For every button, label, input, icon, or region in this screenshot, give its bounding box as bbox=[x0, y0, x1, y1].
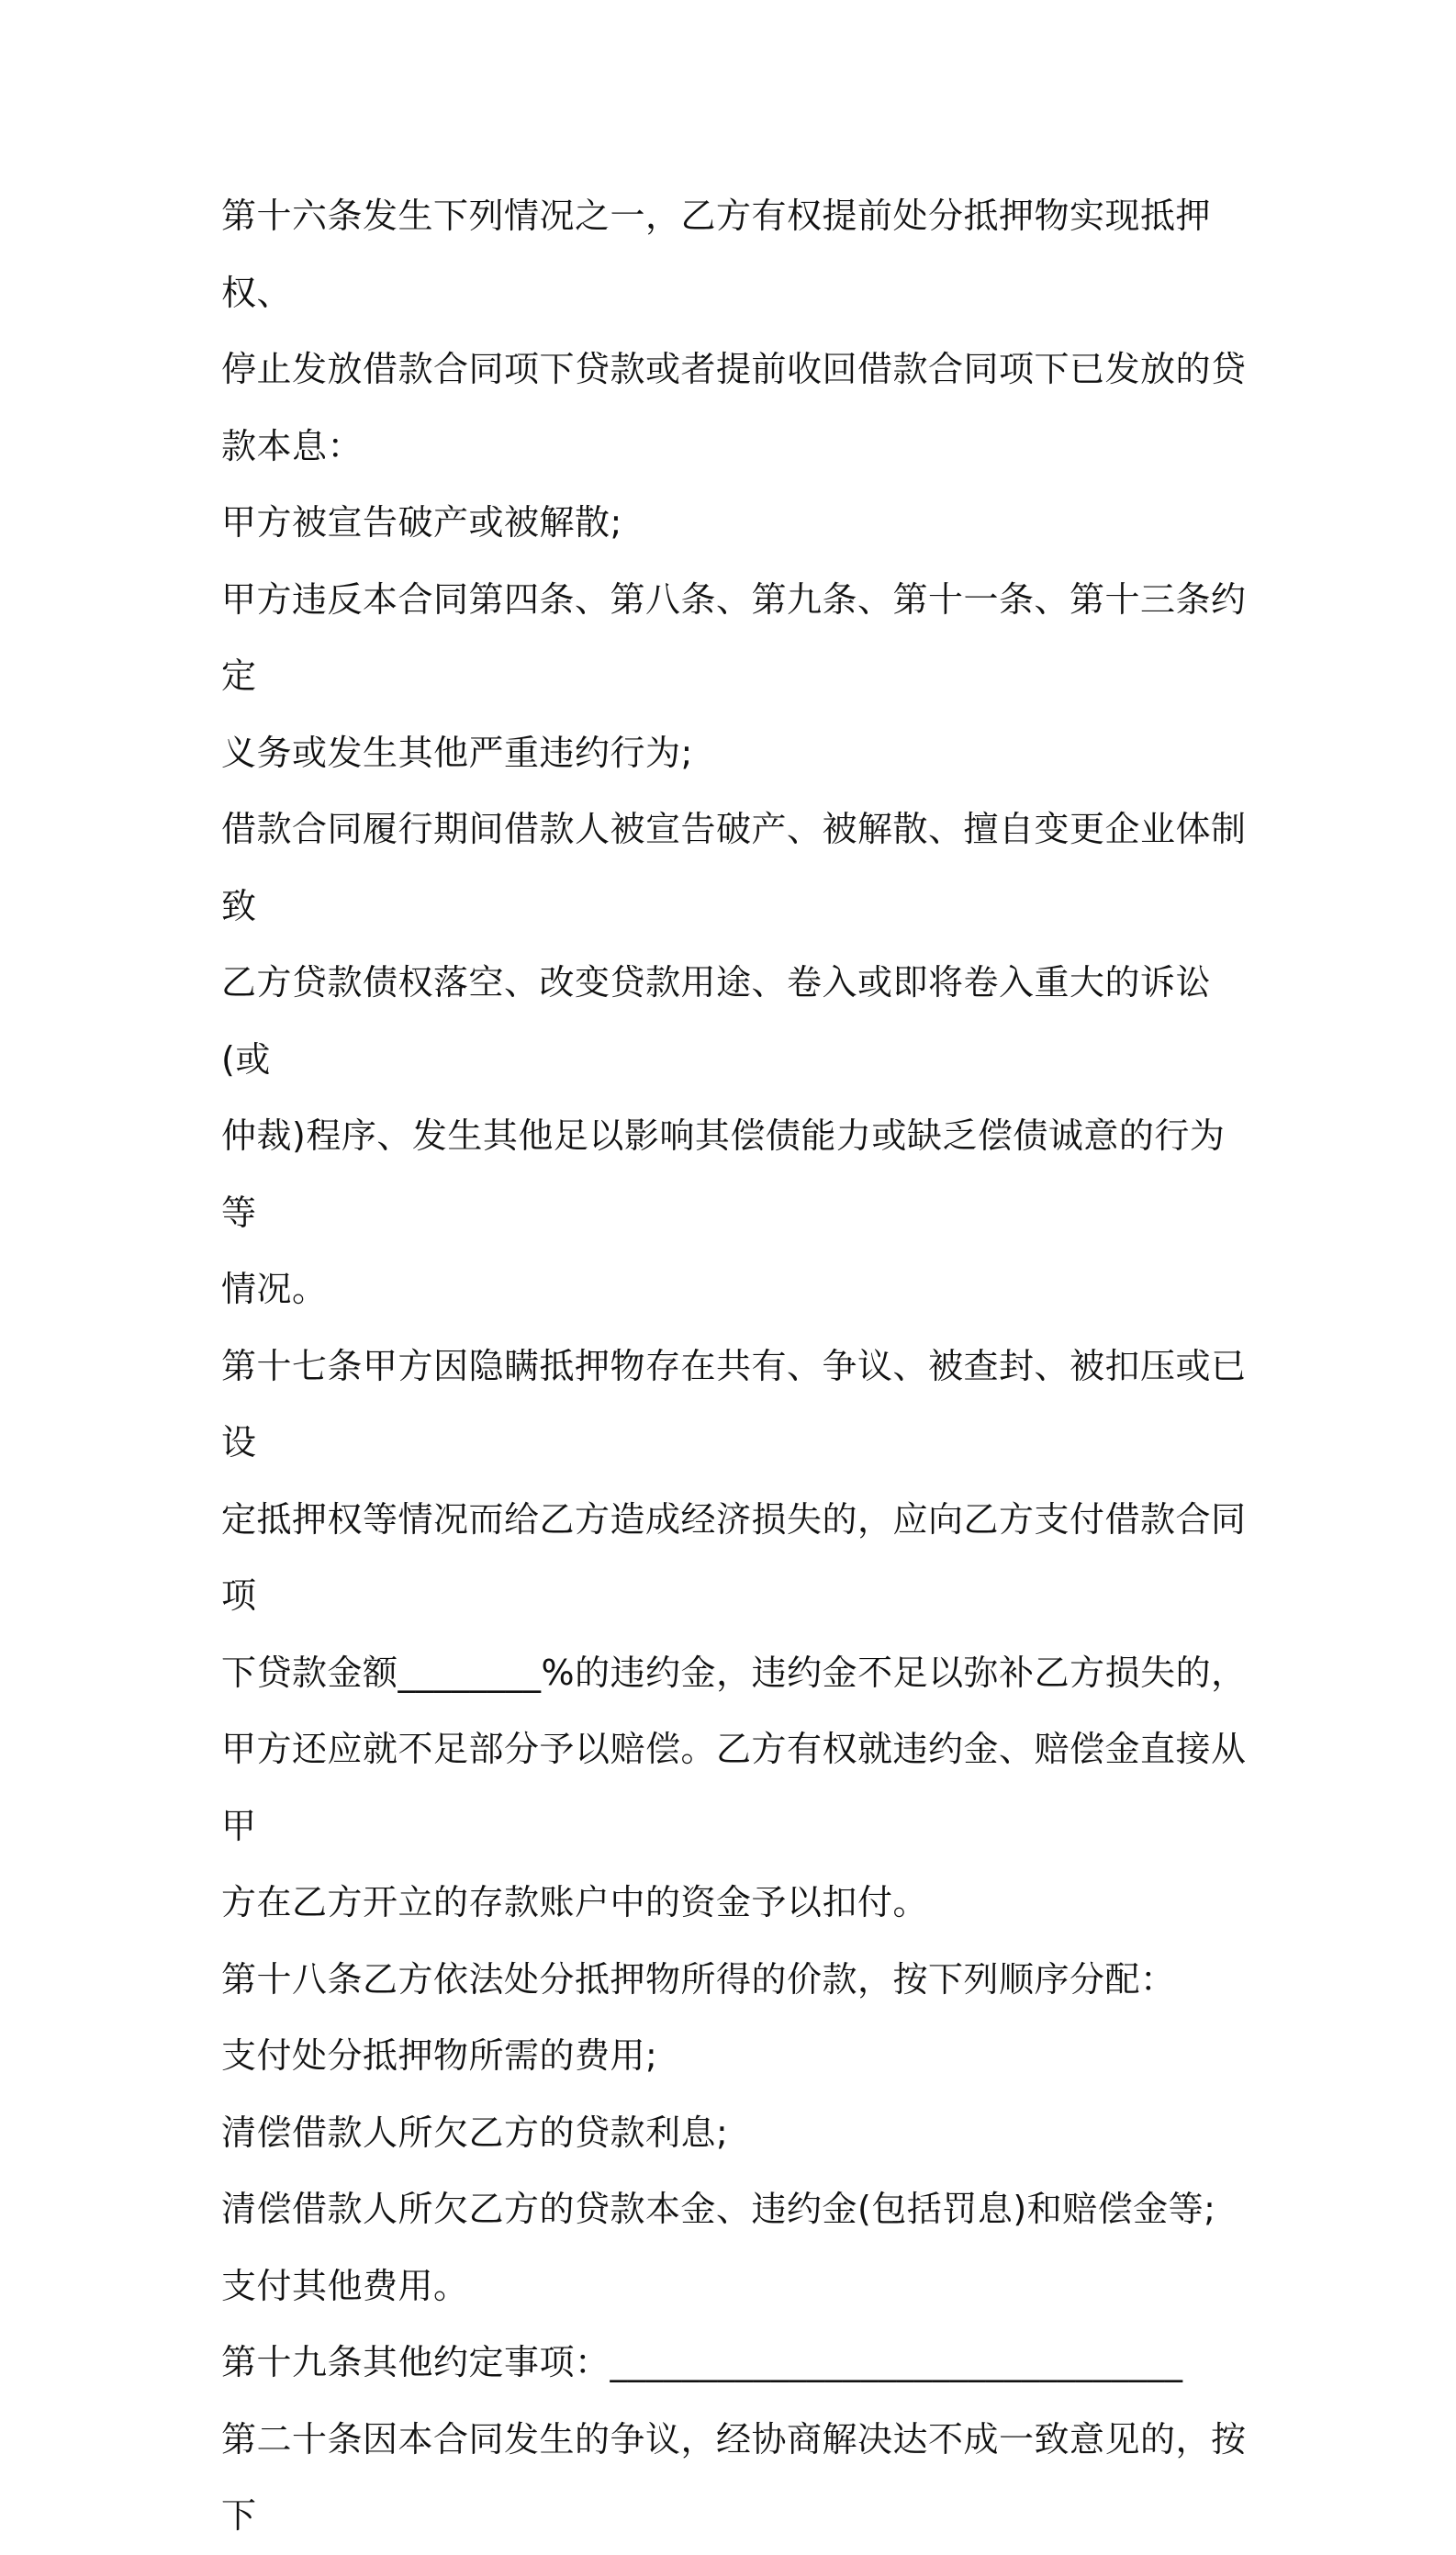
text-line-5: 甲方违反本合同第四条、第八条、第九条、第十一条、第十三条约定 bbox=[221, 578, 1247, 696]
document-body bbox=[221, 178, 1249, 2555]
text-line-21: 第十九条其他约定事项：________________________________ bbox=[221, 2342, 1183, 2382]
text-line-19: 清偿借款人所欠乙方的贷款本金、违约金(包括罚息)和赔偿金等; bbox=[221, 2189, 1216, 2229]
text-line-2: 停止发放借款合同项下贷款或者提前收回借款合同项下已发放的贷 bbox=[221, 349, 1247, 389]
text-line-1: 第十六条发生下列情况之一，乙方有权提前处分抵押物实现抵押权、 bbox=[221, 196, 1212, 313]
text-line-20: 支付其他费用。 bbox=[221, 2265, 469, 2306]
text-line-8: 乙方贷款债权落空、改变贷款用途、卷入或即将卷入重大的诉讼(或 bbox=[221, 962, 1212, 1080]
text-line-10: 情况。 bbox=[221, 1269, 328, 1309]
text-line-4: 甲方被宣告破产或被解散; bbox=[221, 502, 622, 543]
text-line-7: 借款合同履行期间借款人被宣告破产、被解散、擅自变更企业体制致 bbox=[221, 809, 1247, 926]
text-line-15: 方在乙方开立的存款账户中的资金予以扣付。 bbox=[221, 1882, 929, 1922]
text-line-17: 支付处分抵押物所需的费用; bbox=[221, 2035, 658, 2076]
text-line-22: 第二十条因本合同发生的争议，经协商解决达不成一致意见的，按下 bbox=[221, 2418, 1247, 2536]
text-line-12: 定抵押权等情况而给乙方造成经济损失的，应向乙方支付借款合同项 bbox=[221, 1498, 1247, 1616]
text-line-13: 下贷款金额________%的违约金，违约金不足以弥补乙方损失的， bbox=[221, 1652, 1247, 1693]
text-line-6: 义务或发生其他严重违约行为; bbox=[221, 732, 693, 773]
text-line-3: 款本息： bbox=[221, 425, 364, 466]
text-line-18: 清偿借款人所欠乙方的贷款利息; bbox=[221, 2112, 729, 2153]
text-line-9: 仲裁)程序、发生其他足以影响其偿债能力或缺乏偿债诚意的行为等 bbox=[221, 1115, 1226, 1233]
text-line-14: 甲方还应就不足部分予以赔偿。乙方有权就违约金、赔偿金直接从甲 bbox=[221, 1729, 1247, 1846]
text-line-11: 第十七条甲方因隐瞒抵押物存在共有、争议、被查封、被扣压或已设 bbox=[221, 1345, 1247, 1462]
text-line-16: 第十八条乙方依法处分抵押物所得的价款，按下列顺序分配： bbox=[221, 1958, 1176, 2000]
